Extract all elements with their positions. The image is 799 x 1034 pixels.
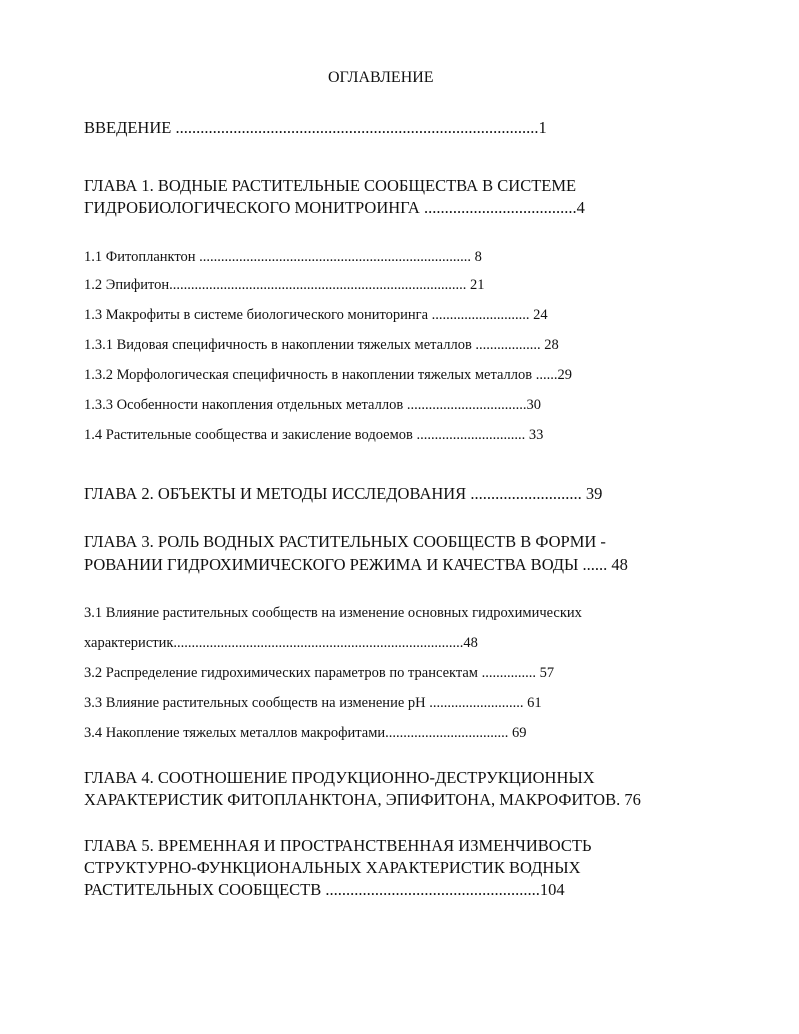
toc-entry-chapter-3-line-2: РОВАНИИ ГИДРОХИМИЧЕСКОГО РЕЖИМА И КАЧЕСТВА ВОДЫ ...... 48 [84, 555, 628, 574]
toc-entry-3-1-line-1: 3.1 Влияние растительных сообществ на изменение основных гидрохимических [84, 605, 582, 621]
page-title: ОГЛАВЛЕНИЕ [328, 69, 434, 86]
toc-entry-chapter-3-line-1: ГЛАВА 3. РОЛЬ ВОДНЫХ РАСТИТЕЛЬНЫХ СООБЩЕСТВ В ФОРМИ - [84, 532, 606, 551]
toc-entry-1-1: 1.1 Фитопланктон ........................................................................... 8 [84, 249, 482, 265]
toc-entry-1-4: 1.4 Растительные сообщества и закисление водоемов .............................. 33 [84, 427, 544, 443]
toc-entry-chapter-4-line-2: ХАРАКТЕРИСТИК ФИТОПЛАНКТОНА, ЭПИФИТОНА, МАКРОФИТОВ. 76 [84, 790, 641, 809]
toc-entry-chapter-5-line-1: ГЛАВА 5. ВРЕМЕННАЯ И ПРОСТРАНСТВЕННАЯ ИЗМЕНЧИВОСТЬ [84, 836, 592, 855]
toc-entry-chapter-5-line-3: РАСТИТЕЛЬНЫХ СООБЩЕСТВ ....................................................104 [84, 880, 565, 899]
toc-entry-chapter-5-line-2: СТРУКТУРНО-ФУНКЦИОНАЛЬНЫХ ХАРАКТЕРИСТИК ВОДНЫХ [84, 858, 581, 877]
toc-entry-1-3-2: 1.3.2 Морфологическая специфичность в накоплении тяжелых металлов ......29 [84, 367, 572, 383]
toc-entry-introduction: ВВЕДЕНИЕ ........................................................................................1 [84, 118, 547, 137]
toc-entry-3-3: 3.3 Влияние растительных сообществ на изменение рН .......................... 61 [84, 695, 542, 711]
toc-entry-3-2: 3.2 Распределение гидрохимических параметров по трансектам ............... 57 [84, 665, 555, 681]
toc-entry-chapter-2: ГЛАВА 2. ОБЪЕКТЫ И МЕТОДЫ ИССЛЕДОВАНИЯ ........................... 39 [84, 484, 603, 503]
toc-entry-1-3: 1.3 Макрофиты в системе биологического мониторинга ........................... 24 [84, 307, 548, 323]
toc-entry-chapter-1-line-1: ГЛАВА 1. ВОДНЫЕ РАСТИТЕЛЬНЫЕ СООБЩЕСТВА В СИСТЕМЕ [84, 176, 577, 195]
toc-entry-3-1-line-2: характеристик................................................................................48 [84, 635, 478, 651]
toc-entry-1-3-1: 1.3.1 Видовая специфичность в накоплении тяжелых металлов .................. 28 [84, 337, 559, 353]
toc-entry-chapter-4-line-1: ГЛАВА 4. СООТНОШЕНИЕ ПРОДУКЦИОННО-ДЕСТРУКЦИОННЫХ [84, 768, 595, 787]
toc-entry-1-2: 1.2 Эпифитон.................................................................................. 21 [84, 277, 485, 293]
toc-entry-1-3-3: 1.3.3 Особенности накопления отдельных металлов .................................30 [84, 397, 541, 413]
toc-entry-chapter-1-line-2: ГИДРОБИОЛОГИЧЕСКОГО МОНИТРОИНГА .....................................4 [84, 198, 585, 217]
toc-entry-3-4: 3.4 Накопление тяжелых металлов макрофитами.................................. 69 [84, 725, 527, 741]
